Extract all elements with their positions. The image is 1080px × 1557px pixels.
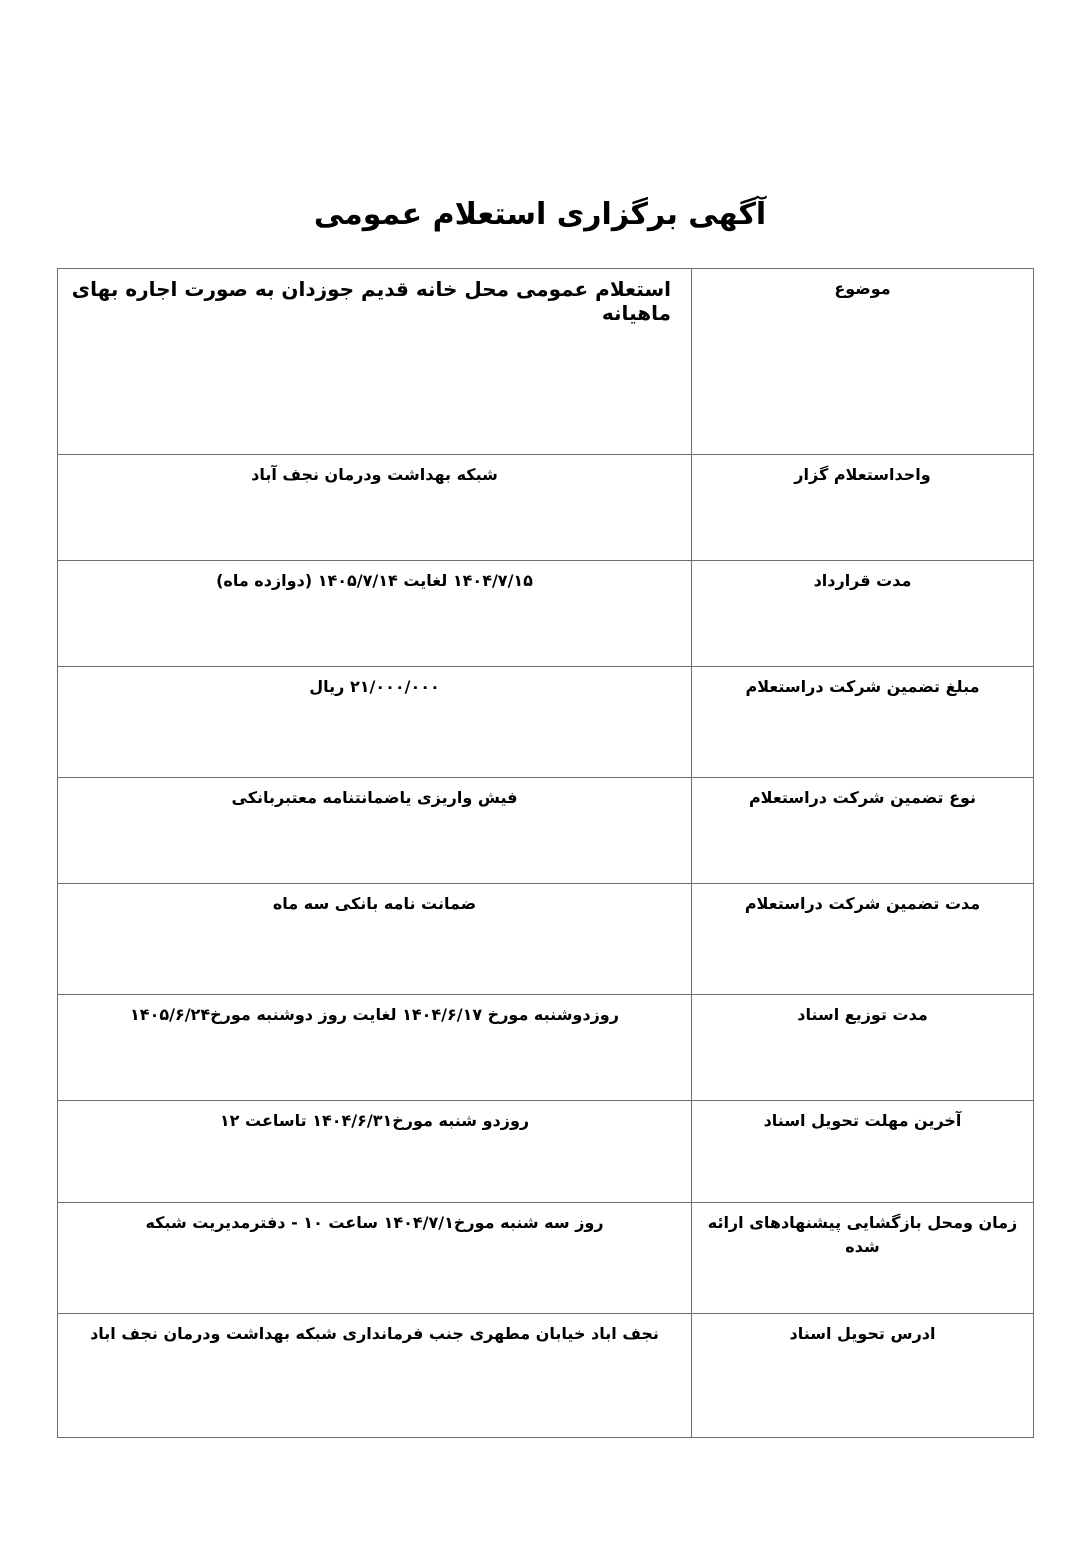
page-title: آگهی برگزاری استعلام عمومی: [313, 197, 767, 232]
table-row-address: [58, 1314, 1034, 1438]
notice-table: [57, 268, 1034, 1438]
table-row-guarantee-type: [58, 778, 1034, 884]
table-row-unit: [58, 455, 1034, 561]
table-row-opening: [58, 1203, 1034, 1314]
table-row-contract-duration: [58, 561, 1034, 667]
table-row-deadline: [58, 1101, 1034, 1203]
row-value: روز سه شنبه مورخ۱۴۰۴/۷/۱ ساعت ۱۰ - دفترمدیریت شبکه: [58, 1203, 692, 1314]
table-row-distribution-period: [58, 995, 1034, 1101]
row-value: ۱۴۰۴/۷/۱۵ لغایت ۱۴۰۵/۷/۱۴ (دوازده ماه): [58, 561, 692, 667]
row-label: مدت تضمین شرکت دراستعلام: [692, 884, 1034, 995]
row-label: زمان ومحل بازگشایی پیشنهادهای ارائه شده: [692, 1203, 1034, 1314]
row-value: روزدوشنبه مورخ ۱۴۰۴/۶/۱۷ لغایت روز دوشنبه مورخ۱۴۰۵/۶/۲۴: [58, 995, 692, 1101]
table-row-guarantee-amount: [58, 667, 1034, 778]
row-label: آخرین مهلت تحویل اسناد: [692, 1101, 1034, 1203]
row-label: نوع تضمین شرکت دراستعلام: [692, 778, 1034, 884]
row-label: واحداستعلام گزار: [692, 455, 1034, 561]
row-value: ۲۱/۰۰۰/۰۰۰ ریال: [58, 667, 692, 778]
row-label: مبلغ تضمین شرکت دراستعلام: [692, 667, 1034, 778]
table-row-subject: [58, 269, 1034, 455]
row-value: شبکه بهداشت ودرمان نجف آباد: [58, 455, 692, 561]
row-label: مدت قرارداد: [692, 561, 1034, 667]
row-label: مدت توزیع اسناد: [692, 995, 1034, 1101]
row-label: ادرس تحویل اسناد: [692, 1314, 1034, 1438]
table-row-guarantee-duration: [58, 884, 1034, 995]
row-value: روزدو شنبه مورخ۱۴۰۴/۶/۳۱ تاساعت ۱۲: [58, 1101, 692, 1203]
row-value: نجف اباد خیابان مطهری جنب فرمانداری شبکه بهداشت ودرمان نجف اباد: [58, 1314, 692, 1438]
row-value: فیش واریزی یاضمانتنامه معتبربانکی: [58, 778, 692, 884]
row-label: موضوع: [692, 269, 1034, 455]
row-value: ضمانت نامه بانکی سه ماه: [58, 884, 692, 995]
row-value: استعلام عمومی محل خانه قدیم جوزدان به صورت اجاره بهای ماهیانه: [58, 269, 692, 455]
